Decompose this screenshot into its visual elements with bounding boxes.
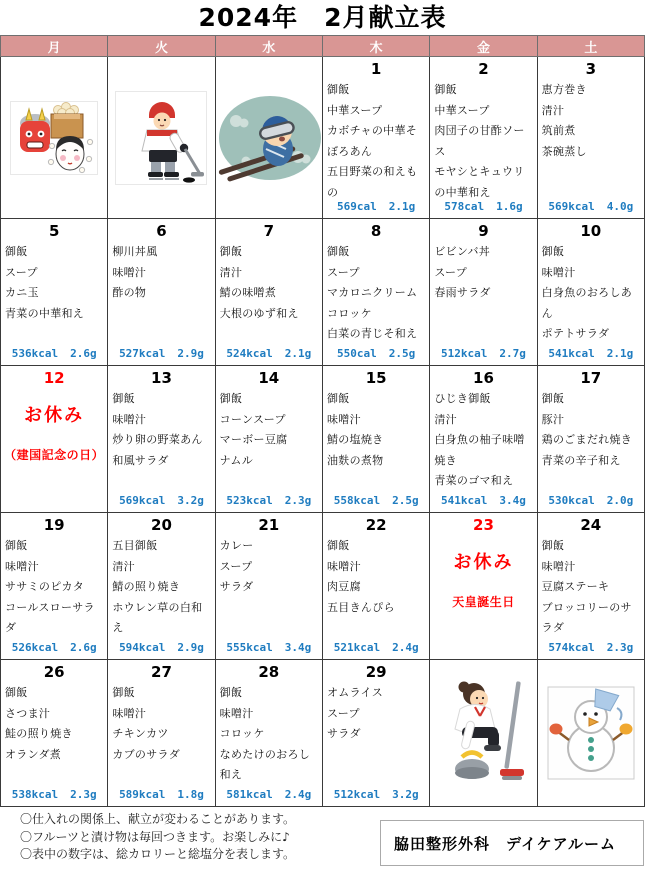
- menu-item: 柳川丼風: [112, 245, 158, 258]
- calendar-cell-day-19: [1, 513, 108, 660]
- salt-value: 3.2g: [392, 788, 419, 801]
- weekday-header-fri: 金: [430, 36, 537, 57]
- menu-item: ササミのピカタ: [5, 580, 85, 593]
- calories-value: 558kcal: [333, 494, 381, 507]
- holiday-label: お休み: [24, 405, 85, 426]
- salt-value: 2.4g: [284, 788, 312, 801]
- page-title: 2024年 2月献立表: [198, 3, 447, 32]
- calendar-cell-day-10: [537, 219, 644, 366]
- calendar-cell-day-27: [108, 660, 215, 807]
- ski-jump-illustration: [216, 57, 322, 218]
- weekday-header-sat: 土: [537, 36, 644, 57]
- calendar-cell-day-1: [322, 57, 429, 219]
- menu-item: 御飯: [219, 245, 243, 258]
- menu-items: [216, 241, 322, 324]
- salt-value: 2.9g: [177, 641, 204, 654]
- date-number: 10: [580, 222, 602, 240]
- menu-item: 五目御飯: [112, 539, 158, 552]
- holiday-label: お休み: [453, 552, 514, 573]
- menu-item: なめたけのおろし和え: [219, 747, 311, 781]
- calories-value: 538kcal: [11, 788, 59, 801]
- date-number: 27: [151, 663, 172, 681]
- facility-name: 脇田整形外科 デイケアルーム: [394, 834, 617, 853]
- menu-item: 御飯: [326, 245, 350, 258]
- nutrition-line: [323, 494, 429, 507]
- menu-items: [1, 535, 107, 639]
- salt-value: 2.3g: [606, 641, 634, 654]
- calories-value: 526kcal: [11, 641, 59, 654]
- menu-item: 鯖の塩焼き: [326, 433, 384, 446]
- nutrition-line: [430, 494, 536, 507]
- salt-value: 2.3g: [284, 494, 312, 507]
- calendar-cell-day-14: [215, 366, 322, 513]
- week-row-2: [1, 219, 645, 366]
- salt-value: 2.1g: [388, 200, 416, 213]
- ski-jump-illustration-svg: [216, 91, 322, 185]
- date-number: 23: [473, 516, 494, 534]
- menu-items: [323, 535, 429, 618]
- menu-items: [323, 388, 429, 471]
- salt-value: 3.4g: [499, 494, 526, 507]
- weekday-header-thu: 木: [322, 36, 429, 57]
- menu-item: 御飯: [434, 83, 457, 96]
- salt-value: 2.5g: [388, 347, 416, 360]
- footer: [0, 807, 645, 862]
- date-number: 8: [370, 222, 382, 240]
- menu-item: 御飯: [326, 83, 350, 96]
- nutrition-line: [108, 641, 214, 654]
- menu-item: オランダ煮: [5, 747, 62, 761]
- menu-calendar-table: [0, 35, 645, 807]
- salt-value: 1.6g: [496, 200, 523, 213]
- salt-value: 2.7g: [499, 347, 526, 360]
- menu-item: 肉豆腐: [326, 580, 361, 593]
- menu-item: 御飯: [219, 686, 243, 699]
- calories-value: 521kcal: [333, 641, 381, 654]
- calories-value: 536kcal: [11, 347, 59, 360]
- calendar-cell-day-22: [322, 513, 429, 660]
- date-number: 26: [43, 663, 65, 681]
- salt-value: 2.9g: [177, 347, 204, 360]
- menu-item: 御飯: [541, 245, 565, 258]
- date-number: 15: [365, 369, 387, 387]
- menu-item: 恵方巻き: [541, 83, 587, 96]
- salt-value: 2.0g: [606, 494, 634, 507]
- holiday-note: 天皇誕生日: [452, 595, 515, 609]
- date-number: 24: [580, 516, 602, 534]
- menu-item: ブロッコリーのサラダ: [541, 600, 632, 634]
- nutrition-line: [538, 347, 644, 360]
- calories-value: 578cal: [444, 200, 485, 213]
- menu-items: [538, 79, 644, 162]
- calories-value: 589kcal: [119, 788, 166, 801]
- menu-items: [538, 241, 644, 345]
- menu-item: 酢の物: [112, 286, 147, 299]
- calendar-cell-day-15: [322, 366, 429, 513]
- nutrition-line: [323, 200, 429, 213]
- menu-item: 清汁: [219, 265, 243, 279]
- facility-box: [380, 820, 644, 866]
- date-number: 28: [258, 663, 280, 681]
- salt-value: 2.6g: [70, 641, 97, 654]
- date-number: 29: [365, 663, 387, 681]
- menu-item: カボチャの中華そぼろあん: [326, 124, 418, 158]
- ice-hockey-illustration-svg: [115, 91, 207, 185]
- menu-item: 青菜の辛子和え: [541, 453, 621, 467]
- calories-value: 550cal: [337, 347, 377, 360]
- menu-items: [1, 241, 107, 324]
- menu-item: 鯖の味噌煮: [219, 286, 277, 299]
- date-number: 20: [151, 516, 172, 534]
- menu-item: ひじき御飯: [434, 392, 491, 405]
- nutrition-line: [1, 641, 107, 654]
- nutrition-line: [430, 200, 536, 213]
- calendar-cell-day-28: [215, 660, 322, 807]
- salt-value: 1.8g: [177, 788, 204, 801]
- menu-item: さつま汁: [5, 706, 51, 720]
- salt-value: 2.1g: [606, 347, 634, 360]
- ice-hockey-illustration: [108, 57, 214, 218]
- calendar-cell-day-13: [108, 366, 215, 513]
- menu-item: 鮭の照り焼き: [5, 727, 73, 740]
- footnote-line: 〇表中の数字は、総カロリーと総塩分を表します。: [20, 847, 296, 861]
- menu-item: 豆腐ステーキ: [541, 580, 610, 593]
- menu-items: [1, 682, 107, 765]
- menu-item: コールスローサラダ: [5, 600, 95, 634]
- menu-items: [430, 241, 536, 304]
- nutrition-line: [323, 347, 429, 360]
- nutrition-line: [323, 788, 429, 801]
- setsubun-illustration: [1, 57, 107, 218]
- menu-item: 中華スープ: [326, 103, 383, 117]
- menu-item: ナムル: [219, 453, 254, 467]
- menu-item: 清汁: [434, 412, 457, 426]
- calories-value: 512kcal: [333, 788, 381, 801]
- date-number: 5: [48, 222, 60, 240]
- menu-item: 大根のゆず和え: [219, 306, 299, 320]
- menu-item: 白身魚の柚子味噌焼き: [434, 433, 525, 467]
- menu-item: 御飯: [112, 392, 135, 405]
- snowman-illustration-svg: [547, 686, 635, 780]
- menu-item: ビビンバ丼: [434, 245, 491, 258]
- menu-item: 味噌汁: [5, 559, 39, 573]
- salt-value: 2.5g: [392, 494, 419, 507]
- salt-value: 3.4g: [284, 641, 312, 654]
- date-number: 14: [258, 369, 280, 387]
- menu-items: [323, 79, 429, 203]
- menu-item: 清汁: [112, 559, 135, 573]
- date-number: 12: [43, 369, 65, 387]
- menu-item: 五目野菜の和えもの: [326, 165, 418, 199]
- menu-item: マーボー豆腐: [219, 433, 288, 446]
- menu-item: 筑前煮: [541, 124, 576, 137]
- week-row-1: [1, 57, 645, 219]
- calendar-cell-day-26: [1, 660, 108, 807]
- weekday-header-tue: 火: [108, 36, 215, 57]
- nutrition-line: [538, 641, 644, 654]
- menu-item: 味噌汁: [112, 706, 147, 720]
- date-number: 7: [263, 222, 275, 240]
- menu-item: 五目きんぴら: [326, 600, 395, 614]
- menu-item: スープ: [219, 559, 253, 573]
- nutrition-line: [216, 347, 322, 360]
- menu-item: コロッケ: [219, 727, 265, 740]
- menu-item: スープ: [5, 265, 38, 279]
- calendar-cell-day-16: [430, 366, 537, 513]
- date-number: 9: [478, 222, 489, 240]
- date-number: 19: [43, 516, 65, 534]
- calendar-cell-illustration: [430, 660, 537, 807]
- menu-item: ホウレン草の白和え: [112, 600, 203, 634]
- menu-item: 和風サラダ: [112, 453, 169, 467]
- calendar-cell-day-5: [1, 219, 108, 366]
- menu-item: スープ: [326, 706, 360, 720]
- menu-item: サラダ: [219, 580, 254, 593]
- curling-illustration-svg: [434, 677, 532, 789]
- calendar-cell-illustration: [108, 57, 215, 219]
- menu-item: 鯖の照り焼き: [112, 580, 181, 593]
- menu-item: 春雨サラダ: [434, 286, 491, 299]
- nutrition-line: [216, 494, 322, 507]
- nutrition-line: [1, 347, 107, 360]
- calories-value: 524kcal: [226, 347, 273, 360]
- menu-items: [108, 388, 214, 471]
- calendar-cell-day-17: [537, 366, 644, 513]
- salt-value: 2.3g: [70, 788, 97, 801]
- nutrition-line: [108, 788, 214, 801]
- menu-item: 御飯: [219, 392, 243, 405]
- nutrition-line: [108, 347, 214, 360]
- calendar-cell-illustration: [537, 660, 644, 807]
- menu-item: 御飯: [112, 686, 135, 699]
- calories-value: 541kcal: [441, 494, 488, 507]
- menu-item: 御飯: [541, 392, 565, 405]
- salt-value: 3.2g: [177, 494, 204, 507]
- menu-item: マカロニクリームコロッケ: [326, 286, 418, 320]
- menu-items: [108, 682, 214, 765]
- menu-items: [430, 79, 536, 203]
- week-row-5: [1, 660, 645, 807]
- calories-value: 569kcal: [548, 200, 595, 213]
- menu-items: [430, 388, 536, 492]
- calories-value: 512kcal: [441, 347, 488, 360]
- footnote-line: 〇仕入れの関係上、献立が変わることがあります。: [20, 812, 296, 826]
- calories-value: 569kcal: [119, 494, 166, 507]
- calories-value: 530kcal: [548, 494, 595, 507]
- menu-items: [323, 682, 429, 745]
- menu-items: [108, 535, 214, 639]
- date-number: 2: [478, 60, 489, 78]
- calendar-cell-day-9: [430, 219, 537, 366]
- menu-item: 青菜の中華和え: [5, 306, 85, 320]
- date-number: 17: [580, 369, 602, 387]
- menu-item: 御飯: [541, 539, 565, 552]
- calories-value: 594kcal: [119, 641, 166, 654]
- nutrition-line: [108, 494, 214, 507]
- menu-item: カニ玉: [5, 286, 39, 299]
- nutrition-line: [538, 200, 644, 213]
- menu-item: 茶碗蒸し: [541, 144, 587, 158]
- date-number: 13: [151, 369, 172, 387]
- date-number: 1: [370, 60, 382, 78]
- calendar-cell-day-7: [215, 219, 322, 366]
- calendar-cell-day-21: [215, 513, 322, 660]
- date-number: 16: [473, 369, 494, 387]
- menu-item: 御飯: [326, 539, 350, 552]
- menu-item: オムライス: [326, 686, 384, 699]
- menu-items: [323, 241, 429, 345]
- nutrition-line: [216, 641, 322, 654]
- footnote-line: 〇フルーツと漬け物は毎回つきます。お楽しみに♪: [20, 829, 290, 844]
- date-number: 6: [156, 222, 167, 240]
- date-number: 3: [585, 60, 597, 78]
- menu-item: チキンカツ: [112, 727, 169, 740]
- weekday-header-mon: 月: [1, 36, 108, 57]
- menu-item: サラダ: [326, 727, 361, 740]
- menu-item: モヤシとキュウリの中華和え: [434, 165, 525, 199]
- menu-items: [216, 682, 322, 786]
- weekday-header-row: [1, 36, 645, 57]
- snowman-illustration: [538, 660, 644, 806]
- menu-item: 御飯: [5, 245, 28, 258]
- menu-item: コーンスープ: [219, 412, 286, 426]
- week-row-3: [1, 366, 645, 513]
- calendar-cell-day-2: [430, 57, 537, 219]
- menu-item: 肉団子の甘酢ソース: [434, 124, 525, 158]
- calories-value: 527kcal: [119, 347, 166, 360]
- curling-illustration: [430, 660, 536, 806]
- menu-item: 御飯: [5, 686, 28, 699]
- calendar-cell-day-6: [108, 219, 215, 366]
- menu-items: [216, 388, 322, 471]
- menu-items: [108, 241, 214, 304]
- menu-item: 御飯: [326, 392, 350, 405]
- menu-item: 味噌汁: [326, 559, 361, 573]
- menu-item: 味噌汁: [112, 265, 147, 279]
- menu-items: [538, 535, 644, 639]
- menu-item: 清汁: [541, 103, 565, 117]
- menu-items: [216, 535, 322, 598]
- nutrition-line: [430, 347, 536, 360]
- weekday-header-wed: 水: [215, 36, 322, 57]
- calories-value: 523kcal: [226, 494, 273, 507]
- week-row-4: [1, 513, 645, 660]
- nutrition-line: [216, 788, 322, 801]
- menu-item: 鶏のごまだれ焼き: [541, 433, 633, 446]
- salt-value: 4.0g: [606, 200, 634, 213]
- salt-value: 2.6g: [70, 347, 97, 360]
- calendar-cell-day-12: [1, 366, 108, 513]
- menu-item: 味噌汁: [541, 265, 576, 279]
- setsubun-illustration-svg: [10, 98, 98, 178]
- menu-calendar-page: [0, 3, 645, 871]
- menu-item: 味噌汁: [219, 706, 254, 720]
- calories-value: 581kcal: [226, 788, 273, 801]
- calendar-cell-day-23: [430, 513, 537, 660]
- salt-value: 2.1g: [284, 347, 312, 360]
- calories-value: 541kcal: [548, 347, 595, 360]
- calendar-cell-day-24: [537, 513, 644, 660]
- calories-value: 569cal: [337, 200, 377, 213]
- calendar-cell-day-8: [322, 219, 429, 366]
- calendar-cell-day-29: [322, 660, 429, 807]
- holiday-note: （建国記念の日）: [4, 448, 105, 462]
- nutrition-line: [1, 788, 107, 801]
- menu-items: [538, 388, 644, 471]
- calendar-cell-illustration: [215, 57, 322, 219]
- menu-item: 味噌汁: [326, 412, 361, 426]
- menu-item: ポテトサラダ: [541, 327, 610, 340]
- menu-item: 炒り卵の野菜あん: [112, 433, 203, 446]
- calendar-cell-day-20: [108, 513, 215, 660]
- nutrition-line: [323, 641, 429, 654]
- menu-item: 白菜の青じそ和え: [326, 327, 418, 340]
- salt-value: 2.4g: [392, 641, 419, 654]
- menu-item: 白身魚のおろしあん: [541, 286, 633, 320]
- menu-item: 中華スープ: [434, 103, 490, 117]
- calendar-cell-day-3: [537, 57, 644, 219]
- menu-item: カブのサラダ: [112, 747, 181, 761]
- menu-item: 御飯: [5, 539, 28, 552]
- menu-item: スープ: [326, 265, 360, 279]
- menu-item: カレー: [219, 539, 254, 552]
- calories-value: 574kcal: [548, 641, 595, 654]
- menu-item: 青菜のゴマ和え: [434, 474, 514, 487]
- menu-item: 豚汁: [541, 412, 565, 426]
- menu-item: 味噌汁: [541, 559, 576, 573]
- menu-item: 油麩の煮物: [326, 453, 384, 467]
- menu-item: 味噌汁: [112, 412, 147, 426]
- date-number: 21: [258, 516, 280, 534]
- menu-item: スープ: [434, 265, 468, 279]
- date-number: 22: [365, 516, 387, 534]
- calendar-cell-illustration: [1, 57, 108, 219]
- nutrition-line: [538, 494, 644, 507]
- calories-value: 555kcal: [226, 641, 273, 654]
